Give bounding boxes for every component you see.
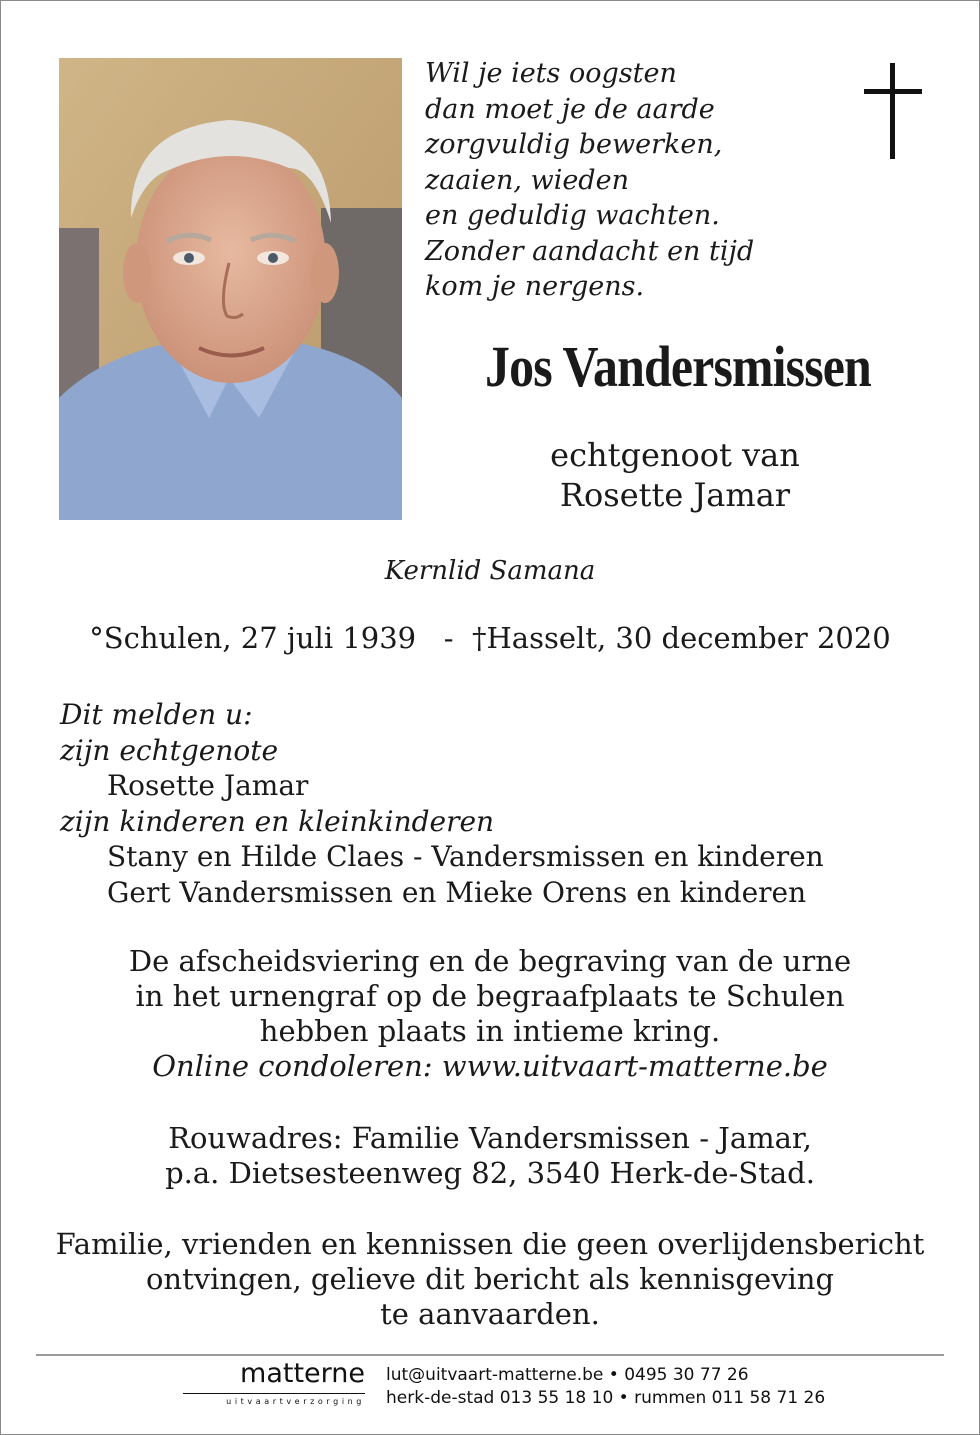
child-family: Gert Vandersmissen en Mieke Orens en kinderen xyxy=(107,875,807,909)
notice-line: ontvingen, gelieve dit bericht als kennisgeving xyxy=(145,1262,835,1296)
poem-line: zorgvuldig bewerken, xyxy=(425,129,723,160)
contact-line: lut@uitvaart-matterne.be • 0495 30 77 26 xyxy=(386,1365,749,1385)
logo-tagline: uitvaartverzorging xyxy=(226,1397,365,1406)
address-line: p.a. Dietsesteenweg 82, 3540 Herk-de-Stad. xyxy=(165,1156,815,1190)
notice xyxy=(0,1227,980,1332)
announcement-intro: Dit melden u: xyxy=(60,698,253,731)
footer-divider xyxy=(36,1354,944,1356)
children-label: zijn kinderen en kleinkinderen xyxy=(60,804,495,838)
spouse-label: zijn echtgenote xyxy=(60,733,279,767)
notice-line: te aanvaarden. xyxy=(380,1297,600,1331)
poem-line: kom je nergens. xyxy=(425,271,645,302)
poem xyxy=(425,56,755,305)
announcement xyxy=(60,697,940,910)
portrait-photo xyxy=(59,58,402,520)
address-line: Rouwadres: Familie Vandersmissen - Jamar, xyxy=(168,1121,812,1155)
spouse-name: Rosette Jamar xyxy=(107,769,309,802)
poem-line: en geduldig wachten. xyxy=(425,200,720,231)
poem-line: Wil je iets oogsten xyxy=(425,58,677,89)
ceremony-line: De afscheidsviering en de begraving van de urne xyxy=(128,944,852,978)
poem-line: dan moet je de aarde xyxy=(425,93,715,125)
ceremony-line: in het urnengraf op de begraafplaats te Schulen xyxy=(135,979,845,1013)
logo-underline xyxy=(183,1393,365,1394)
life-dates: °Schulen, 27 juli 1939 - †Hasselt, 30 december 2020 xyxy=(89,621,891,655)
ceremony-info xyxy=(0,944,980,1084)
deceased-name: Jos Vandersmissen xyxy=(485,334,871,399)
relation-label: echtgenoot van xyxy=(550,436,800,474)
matterne-logo xyxy=(181,1358,365,1410)
membership: Kernlid Samana xyxy=(384,556,596,586)
contact-line: herk-de-stad 013 55 18 10 • rummen 011 58 71 26 xyxy=(386,1388,826,1408)
online-condolence: Online condoleren: www.uitvaart-matterne.be xyxy=(152,1049,828,1083)
cross-icon xyxy=(864,63,922,159)
child-family: Stany en Hilde Claes - Vandersmissen en kinderen xyxy=(107,840,824,873)
spouse-block xyxy=(470,435,880,515)
notice-line: Familie, vrienden en kennissen die geen overlijdensbericht xyxy=(55,1227,925,1261)
footer-contact xyxy=(386,1364,825,1410)
spouse-name: Rosette Jamar xyxy=(559,476,791,514)
poem-line: zaaien, wieden xyxy=(425,164,629,196)
poem-line: Zonder aandacht en tijd xyxy=(425,235,755,267)
ceremony-line: hebben plaats in intieme kring. xyxy=(259,1014,721,1048)
logo-wordmark: matterne xyxy=(240,1358,365,1389)
mourning-address xyxy=(0,1121,980,1191)
